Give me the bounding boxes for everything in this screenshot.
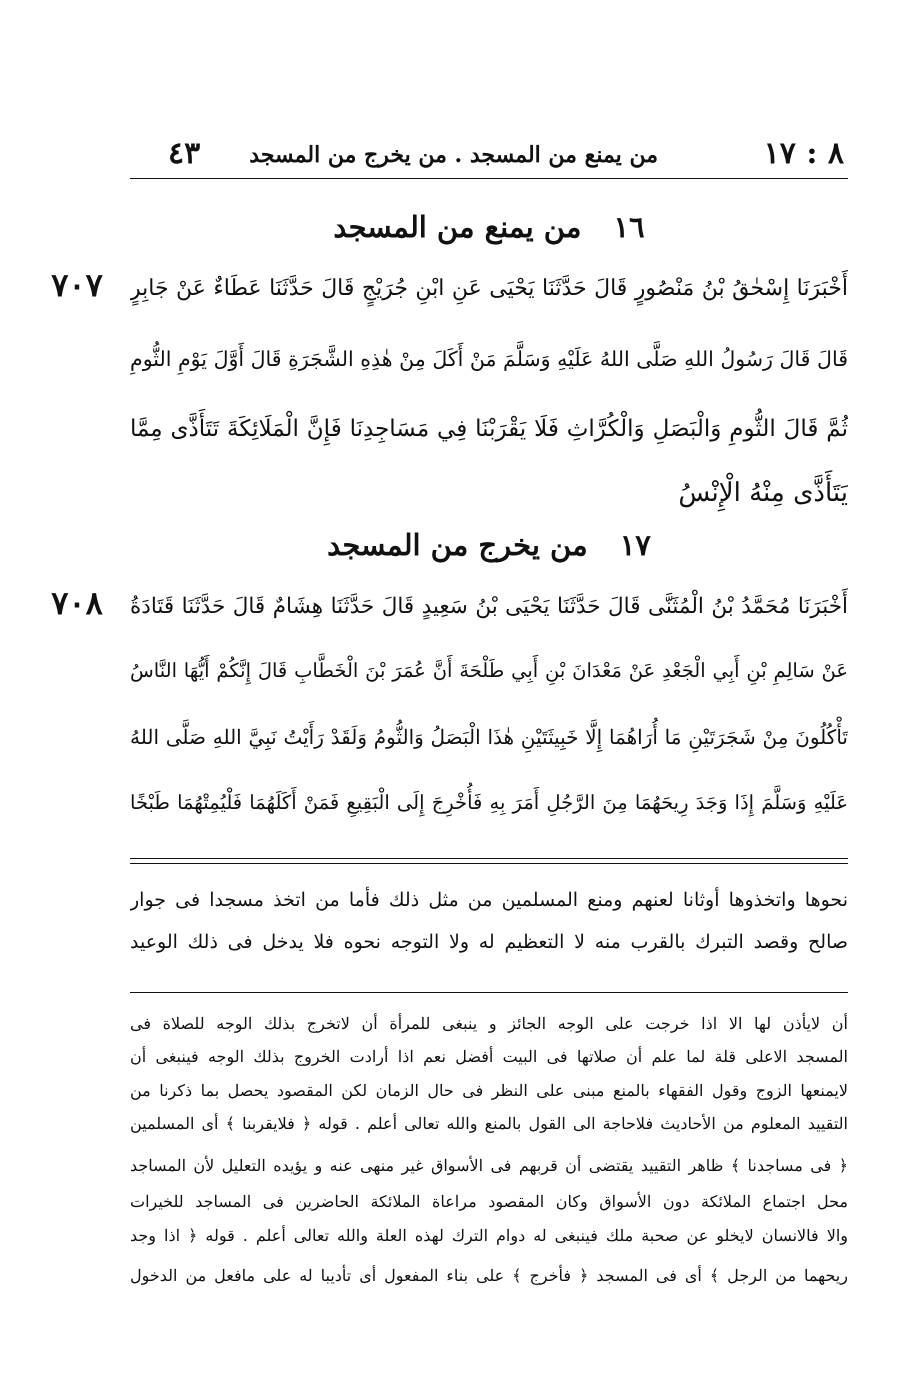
commentary-line: نحوها واتخذوها أوثانا لعنهم ومنع المسلمين من مثل ذلك فأما من اتخذ مسجدا فى جوار xyxy=(130,889,848,911)
chapter-heading-17 xyxy=(130,528,848,562)
footnote-line: والا فالانسان لايخلو عن صحبة ملك فينبغى له دوام الترك لهذه العلة والله تعالى أعلم . قوله ﴿ اذا وجد xyxy=(130,1226,848,1245)
hadith-number-707: ٧٠٧ xyxy=(51,266,103,304)
text-separator xyxy=(130,858,848,864)
header-rule xyxy=(130,178,848,179)
chapter-title: من يخرج من المسجد xyxy=(327,528,588,562)
page-number: ٤٣ xyxy=(168,136,201,171)
hadith-707-line: ثُمَّ قَالَ الثُّومِ وَالْبَصَلِ وَالْكُرَّاثِ فَلَا يَقْرَبْنَا فِي مَسَاجِدِنَا فَإِنَّ الْمَلَائِكَةَ تَتَأَذَّى مِمَّا xyxy=(130,416,848,442)
chapter-title: من يمنع من المسجد xyxy=(333,210,582,244)
hadith-707-line: أَخْبَرَنَا إِسْحٰقُ بْنُ مَنْصُورٍ قَالَ حَدَّثَنَا يَحْيَى عَنِ ابْنِ جُرَيْجٍ قَالَ حَدَّثَنَا عَطَاءٌ عَنْ جَابِرٍ xyxy=(130,276,848,301)
hadith-708-line: أَخْبَرَنَا مُحَمَّدُ بْنُ الْمُثَنَّى قَالَ حَدَّثَنَا يَحْيَى بْنُ سَعِيدٍ قَالَ حَدَّثَنَا هِشَامٌ قَالَ حَدَّثَنَا قَتَادَةُ xyxy=(130,594,848,619)
footnote-line: محل اجتماع الملائكة دون الأسواق وكان المقصود مراعاة الملائكة الحاضرين فى المساجد للخيرات xyxy=(130,1192,848,1211)
hadith-707-line: يَتَأَذَّى مِنْهُ الْإِنْسُ xyxy=(678,478,848,508)
running-title: من يمنع من المسجد . من يخرج من المسجد xyxy=(249,142,658,168)
footnote-line: المسجد الاعلى قلة لما علم أن صلاتها فى البيت أفضل نعم اذا أرادت الخروج بذلك الوجه فينبغى أن xyxy=(130,1047,848,1066)
footnote-line: لايمنعها الزوج وقول الفقهاء بالمنع مبنى على النظر فى حال الزمان لكن المقصود يحصل بما ذكرنا من xyxy=(130,1081,848,1100)
chapter-number: ١٧ xyxy=(619,528,651,562)
chapter-heading-16 xyxy=(130,210,848,244)
footnote-line: ﴿ فى مساجدنا ﴾ ظاهر التقييد يقتضى أن قربهم فى الأسواق غير منهى عنه و يؤيده التعليل لأن المساجد xyxy=(130,1156,848,1175)
chapter-number: ١٦ xyxy=(613,210,645,244)
chapter-verse-reference: ٨ : ١٧ xyxy=(763,136,844,171)
footnote-line: أن لايأذن لها الا اذا خرجت على الوجه الجائز و ينبغى للمرأة أن لاتخرج بذلك الوجه للصلاة فى xyxy=(130,1014,848,1033)
footnote-line: التقييد المعلوم من الأحاديث فلاحاجة الى القول بالمنع والله تعالى أعلم . قوله ﴿ فلايقربنا ﴾ أى المسلمين xyxy=(130,1114,848,1133)
footnote-line: ريحهما من الرجل ﴾ أى فى المسجد ﴿ فأخرج ﴾ على بناء المفعول أى تأديبا له على مافعل من الدخول xyxy=(130,1266,848,1285)
running-header xyxy=(130,136,848,176)
hadith-number-708: ٧٠٨ xyxy=(51,584,103,622)
hadith-708-line: تَأْكُلُونَ مِنْ شَجَرَتَيْنِ مَا أُرَاهُمَا إِلَّا خَبِيثَتَيْنِ هٰذَا الْبَصَلُ وَالثُّومُ وَلَقَدْ رَأَيْتُ نَبِيَّ اللهِ صَلَّى اللهُ xyxy=(130,725,848,749)
footnote-separator xyxy=(130,992,848,993)
hadith-708-line: عَلَيْهِ وَسَلَّمَ إِذَا وَجَدَ رِيحَهُمَا مِنَ الرَّجُلِ أَمَرَ بِهِ فَأُخْرِجَ إِلَى الْبَقِيعِ فَمَنْ أَكَلَهُمَا فَلْيُمِتْهُمَا طَبْخًا xyxy=(130,791,848,814)
hadith-708-line: عَنْ سَالِمِ بْنِ أَبِي الْجَعْدِ عَنْ مَعْدَانَ بْنِ أَبِي طَلْحَةَ أَنَّ عُمَرَ بْنَ الْخَطَّابِ قَالَ إِنَّكُمْ أَيُّهَا النَّاسُ xyxy=(130,659,848,682)
hadith-707-line: قَالَ قَالَ رَسُولُ اللهِ صَلَّى اللهُ عَلَيْهِ وَسَلَّمَ مَنْ أَكَلَ مِنْ هٰذِهِ الشَّجَرَةِ قَالَ أَوَّلَ يَوْمِ الثُّومِ xyxy=(130,347,848,371)
commentary-line: صالح وقصد التبرك بالقرب منه لا التعظيم له ولا التوجه نحوه فلا يدخل فى ذلك الوعيد xyxy=(130,931,848,953)
